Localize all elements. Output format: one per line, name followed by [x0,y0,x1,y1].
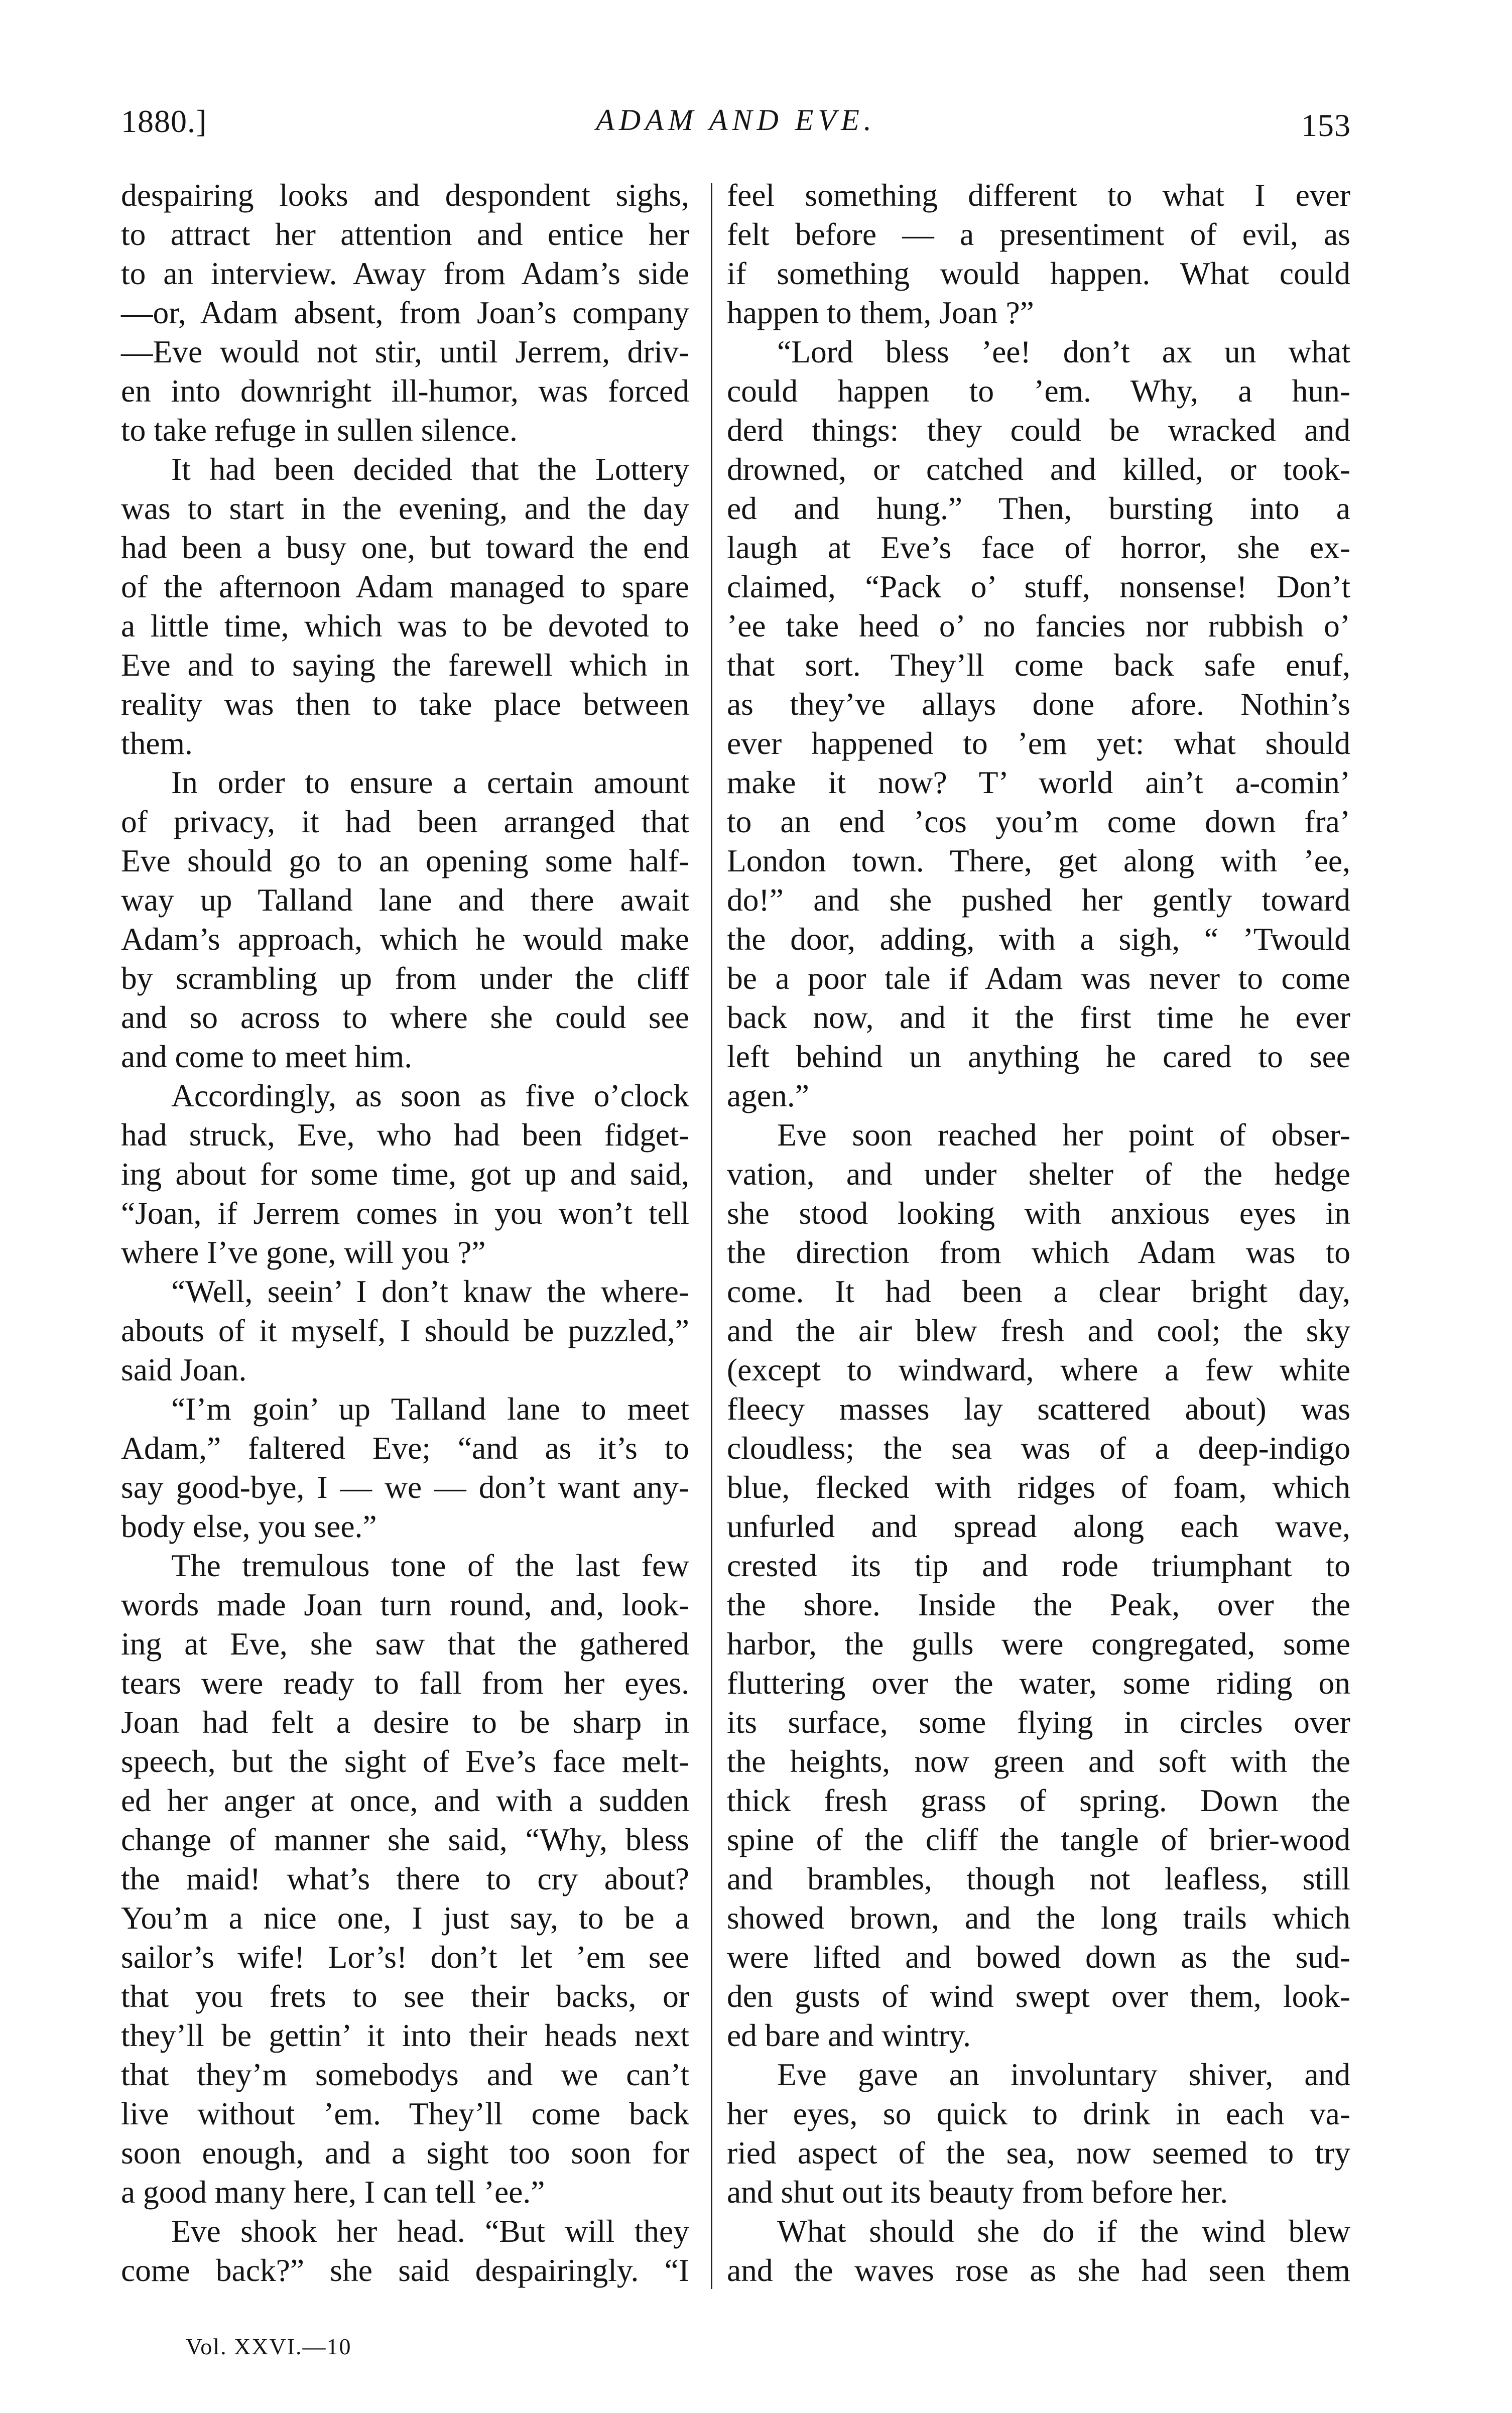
text-line: that you frets to see their backs, or [121,1978,689,2014]
text-line: and come to meet him. [121,1039,413,1074]
text-line: to an end ’cos you’m come down fra’ [727,804,1350,839]
text-line: Eve gave an involuntary shiver, and [777,2057,1350,2092]
text-line: them. [121,725,193,761]
text-line: and so across to where she could see [121,999,689,1035]
text-line: “Lord bless ’ee! don’t ax un what [777,334,1350,369]
text-line: London town. There, get along with ’ee, [727,843,1350,878]
text-line: crested its tip and rode triumphant to [727,1548,1350,1583]
text-line: body else, you see.” [121,1508,377,1544]
text-line: ’ee take heed o’ no fancies nor rubbish o’ [727,608,1350,644]
page-number: 153 [1301,107,1351,143]
text-line: was to start in the evening, and the day [121,490,689,526]
column-divider [711,183,712,2289]
text-line: ed bare and wintry. [727,2017,971,2053]
text-line: happen to them, Joan ?” [727,295,1034,330]
text-line: “I’m goin’ up Talland lane to meet [171,1391,689,1427]
text-line: the maid! what’s there to cry about? [121,1861,689,1896]
text-line: reality was then to take place between [121,686,689,722]
text-line: den gusts of wind swept over them, look- [727,1978,1350,2014]
text-line: en into downright ill-humor, was forced [121,373,689,409]
text-line: sailor’s wife! Lor’s! don’t let ’em see [121,1939,689,1975]
running-head-title: ADAM AND EVE. [596,103,876,137]
text-line: “Joan, if Jerrem comes in you won’t tell [121,1195,689,1231]
text-line: vation, and under shelter of the hedge [727,1156,1350,1192]
text-line: and the air blew fresh and cool; the sky [727,1313,1350,1348]
text-line: come back?” she said despairingly. “I [121,2252,689,2288]
text-line: said Joan. [121,1352,247,1387]
text-line: as they’ve allays done afore. Nothin’s [727,686,1350,722]
text-line: Eve shook her head. “But will they [171,2213,689,2249]
left-column [121,176,689,2290]
text-line: ed and hung.” Then, bursting into a [727,490,1350,526]
text-line: Eve and to saying the farewell which in [121,647,689,683]
text-line: to attract her attention and entice her [121,216,689,252]
text-line: Eve should go to an opening some half- [121,843,689,878]
text-line: Eve soon reached her point of obser- [777,1117,1350,1153]
text-line: do!” and she pushed her gently toward [727,882,1350,918]
text-line: (except to windward, where a few white [727,1352,1350,1387]
text-line: and shut out its beauty from before her. [727,2174,1228,2210]
text-line: make it now? T’ world ain’t a-comin’ [727,765,1350,800]
signature-mark: Vol. XXVI.—10 [186,2334,352,2359]
text-line: speech, but the sight of Eve’s face melt- [121,1743,689,1779]
text-line: spine of the cliff the tangle of brier-wood [727,1822,1350,1857]
text-line: words made Joan turn round, and, look- [121,1587,689,1622]
text-line: of privacy, it had been arranged that [121,804,689,839]
text-line: that sort. They’ll come back safe enuf, [727,647,1350,683]
text-line: ed her anger at once, and with a sudden [121,1783,689,1818]
text-line: back now, and it the first time he ever [727,999,1350,1035]
text-line: You’m a nice one, I just say, to be a [121,1900,689,1936]
text-line: a little time, which was to be devoted to [121,608,689,644]
text-line: she stood looking with anxious eyes in [727,1195,1350,1231]
text-line: live without ’em. They’ll come back [121,2096,689,2131]
text-line: feel something different to what I ever [727,177,1350,213]
text-line: unfurled and spread along each wave, [727,1508,1350,1544]
text-line: felt before — a presentiment of evil, as [727,216,1350,252]
text-line: to take refuge in sullen silence. [121,412,518,448]
text-line: ing at Eve, she saw that the gathered [121,1626,689,1662]
text-line: and the waves rose as she had seen them [727,2252,1350,2288]
text-line: its surface, some flying in circles over [727,1704,1350,1740]
text-line: agen.” [727,1078,809,1113]
text-line: be a poor tale if Adam was never to come [727,960,1350,996]
text-line: drowned, or catched and killed, or took- [727,451,1350,487]
text-line: ried aspect of the sea, now seemed to try [727,2135,1350,2171]
text-line: blue, flecked with ridges of foam, which [727,1469,1350,1505]
text-line: they’ll be gettin’ it into their heads next [121,2017,689,2053]
text-line: The tremulous tone of the last few [171,1548,689,1583]
text-line: What should she do if the wind blew [777,2213,1350,2249]
text-line: way up Talland lane and there await [121,882,689,918]
text-line: ing about for some time, got up and said, [121,1156,689,1192]
running-head [121,103,1351,148]
text-line: ever happened to ’em yet: what should [727,725,1350,761]
text-line: Accordingly, as soon as five o’clock [171,1078,689,1113]
text-line: of the afternoon Adam managed to spare [121,569,689,604]
text-line: left behind un anything he cared to see [727,1039,1350,1074]
right-column [727,176,1350,2290]
text-line: —Eve would not stir, until Jerrem, driv- [121,334,689,369]
text-line: by scrambling up from under the cliff [121,960,689,996]
text-line: and brambles, though not leafless, still [727,1861,1350,1896]
text-line: could happen to ’em. Why, a hun- [727,373,1350,409]
running-head-year: 1880.] [121,103,207,139]
text-line: had struck, Eve, who had been fidget- [121,1117,689,1153]
text-line: the heights, now green and soft with the [727,1743,1350,1779]
text-line: despairing looks and despondent sighs, [121,177,689,213]
text-line: harbor, the gulls were congregated, some [727,1626,1350,1662]
text-line: thick fresh grass of spring. Down the [727,1783,1350,1818]
text-line: change of manner she said, “Why, bless [121,1822,689,1857]
text-line: Joan had felt a desire to be sharp in [121,1704,689,1740]
text-line: soon enough, and a sight too soon for [121,2135,689,2171]
text-line: —or, Adam absent, from Joan’s company [121,295,689,330]
text-line: claimed, “Pack o’ stuff, nonsense! Don’t [727,569,1350,604]
text-line: Adam’s approach, which he would make [121,921,689,957]
text-line: that they’m somebodys and we can’t [121,2057,689,2092]
text-line: derd things: they could be wracked and [727,412,1350,448]
text-line: It had been decided that the Lottery [171,451,689,487]
text-line: tears were ready to fall from her eyes. [121,1665,689,1701]
text-line: if something would happen. What could [727,256,1350,291]
text-line: say good-bye, I — we — don’t want any- [121,1469,689,1505]
text-line: “Well, seein’ I don’t knaw the where- [171,1274,689,1309]
text-line: In order to ensure a certain amount [171,765,689,800]
text-line: fleecy masses lay scattered about) was [727,1391,1350,1427]
text-line: the direction from which Adam was to [727,1234,1350,1270]
text-line: a good many here, I can tell ’ee.” [121,2174,545,2210]
text-line: the shore. Inside the Peak, over the [727,1587,1350,1622]
text-line: were lifted and bowed down as the sud- [727,1939,1350,1975]
text-line: fluttering over the water, some riding on [727,1665,1350,1701]
text-line: cloudless; the sea was of a deep-indigo [727,1430,1350,1466]
text-line: laugh at Eve’s face of horror, she ex- [727,530,1350,565]
text-line: come. It had been a clear bright day, [727,1274,1350,1309]
text-line: to an interview. Away from Adam’s side [121,256,689,291]
text-line: abouts of it myself, I should be puzzled,” [121,1313,689,1348]
text-line: Adam,” faltered Eve; “and as it’s to [121,1430,689,1466]
text-line: had been a busy one, but toward the end [121,530,689,565]
text-line: where I’ve gone, will you ?” [121,1234,486,1270]
text-line: her eyes, so quick to drink in each va- [727,2096,1350,2131]
text-line: the door, adding, with a sigh, “ ’Twould [727,921,1350,957]
text-line: showed brown, and the long trails which [727,1900,1350,1936]
